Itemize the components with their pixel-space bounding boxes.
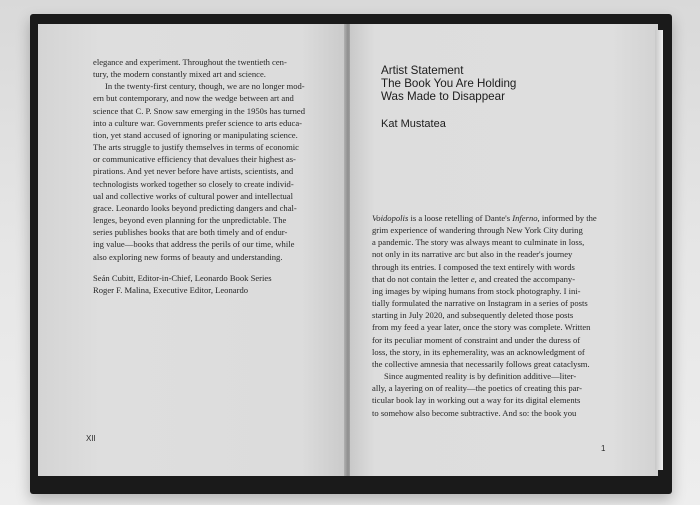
text-line: to somehow also become subtractive. And so: the book you — [372, 407, 577, 418]
text-line: The arts struggle to justify themselves in terms of economic — [93, 142, 299, 153]
right-page — [350, 24, 658, 476]
text-line: also exploring new forms of beauty and understanding. — [93, 251, 283, 262]
text-line: starting in July 2020, and subsequently deleted those posts — [372, 310, 574, 321]
paragraph-1 — [372, 212, 630, 370]
text-line: ing images by wiping humans from stock photography. I ini- — [372, 285, 581, 296]
paragraph-2 — [372, 370, 630, 419]
text-line: from my feed a year later, once the story was complete. Written — [372, 322, 591, 333]
text-line: tion, yet stand accused of ignoring or manipulating science. — [93, 129, 298, 140]
text-line: series publishes books that are both timely and of endur- — [93, 227, 288, 238]
text-fragment: that do not contain the letter — [372, 273, 471, 284]
series-foreword-text — [93, 56, 349, 296]
text-line: ern but contemporary, and now the wedge between art and — [93, 93, 294, 104]
author-name: Kat Mustatea — [381, 118, 446, 130]
signature-line: Roger F. Malina, Executive Editor, Leonardo — [93, 284, 249, 295]
text-line: technologists worked together so closely to create individ- — [93, 178, 294, 189]
text-line — [372, 273, 630, 285]
paragraph-2 — [93, 80, 349, 262]
text-line: Since augmented reality is by definition additive—liter- — [384, 371, 577, 382]
text-line: loss, the story, in its ephemerality, was an acknowledgment of — [372, 346, 585, 357]
text-line: tury, the modern constantly mixed art and science. — [93, 69, 266, 80]
title-line: The Book You Are Holding — [381, 77, 517, 91]
text-line: ally, a layering on of reality—the poetics of creating this par- — [372, 383, 582, 394]
paragraph-1 — [93, 56, 349, 80]
text-line: a pandemic. The story was always meant to culminate in loss, — [372, 237, 585, 248]
text-line — [372, 212, 630, 224]
text-line: In the twenty-first century, though, we are no longer mod- — [105, 81, 305, 92]
italic-title: Voidopolis — [372, 213, 409, 223]
text-line: for its peculiar moment of constraint and under the duress of — [372, 334, 581, 345]
page-number: 1 — [601, 444, 606, 453]
text-line: not only in its narrative arc but also in the reader's journey — [372, 249, 573, 260]
text-line: lenges, beyond even planning for the unpredictable. The — [93, 215, 287, 226]
signature-line: Seán Cubitt, Editor-in-Chief, Leonardo Book Series — [93, 272, 272, 283]
text-line: elegance and experiment. Throughout the twentieth cen- — [93, 57, 287, 67]
text-line: into a culture war. Governments prefer science to arts educa- — [93, 117, 303, 128]
text-line: ual and collective works of cultural power and intellectual — [93, 190, 293, 201]
text-fragment: , informed by the — [537, 213, 597, 223]
title-line: Artist Statement — [381, 64, 464, 77]
page-number: XII — [86, 434, 96, 443]
text-line: grace. Leonardo looks beyond predicting dangers and chal- — [93, 202, 297, 213]
artist-statement-text — [372, 212, 630, 419]
italic-letter: e — [470, 273, 475, 284]
text-line: or communicative efficiency that devalues their highest as- — [93, 154, 296, 165]
text-line: ticular book lay in working out a way for its digital elements — [372, 395, 581, 406]
text-line: grim experience of wandering through New York City during — [372, 225, 583, 236]
text-line: the collective amnesia that necessarily follows great cataclysm. — [372, 358, 590, 369]
text-line: through its entries. I composed the text entirely with words — [372, 261, 575, 272]
title-line: Was Made to Disappear — [381, 90, 505, 104]
page-edges — [655, 30, 663, 470]
editor-signatures — [93, 272, 349, 296]
text-line: tially formulated the narrative on Instagram in a series of posts — [372, 298, 588, 309]
text-line: ing value—books that address the perils of our time, while — [93, 239, 295, 250]
text-fragment: , and created the accompany- — [474, 273, 576, 284]
left-page — [38, 24, 348, 476]
text-line: science that C. P. Snow saw emerging in the 1950s has turned — [93, 105, 306, 116]
chapter-title — [381, 64, 631, 104]
text-line: pirations. And yet never before have artists, scientists, and — [93, 166, 294, 177]
text-fragment: is a loose retelling of Dante's — [408, 213, 513, 223]
italic-title: Inferno — [512, 213, 538, 223]
